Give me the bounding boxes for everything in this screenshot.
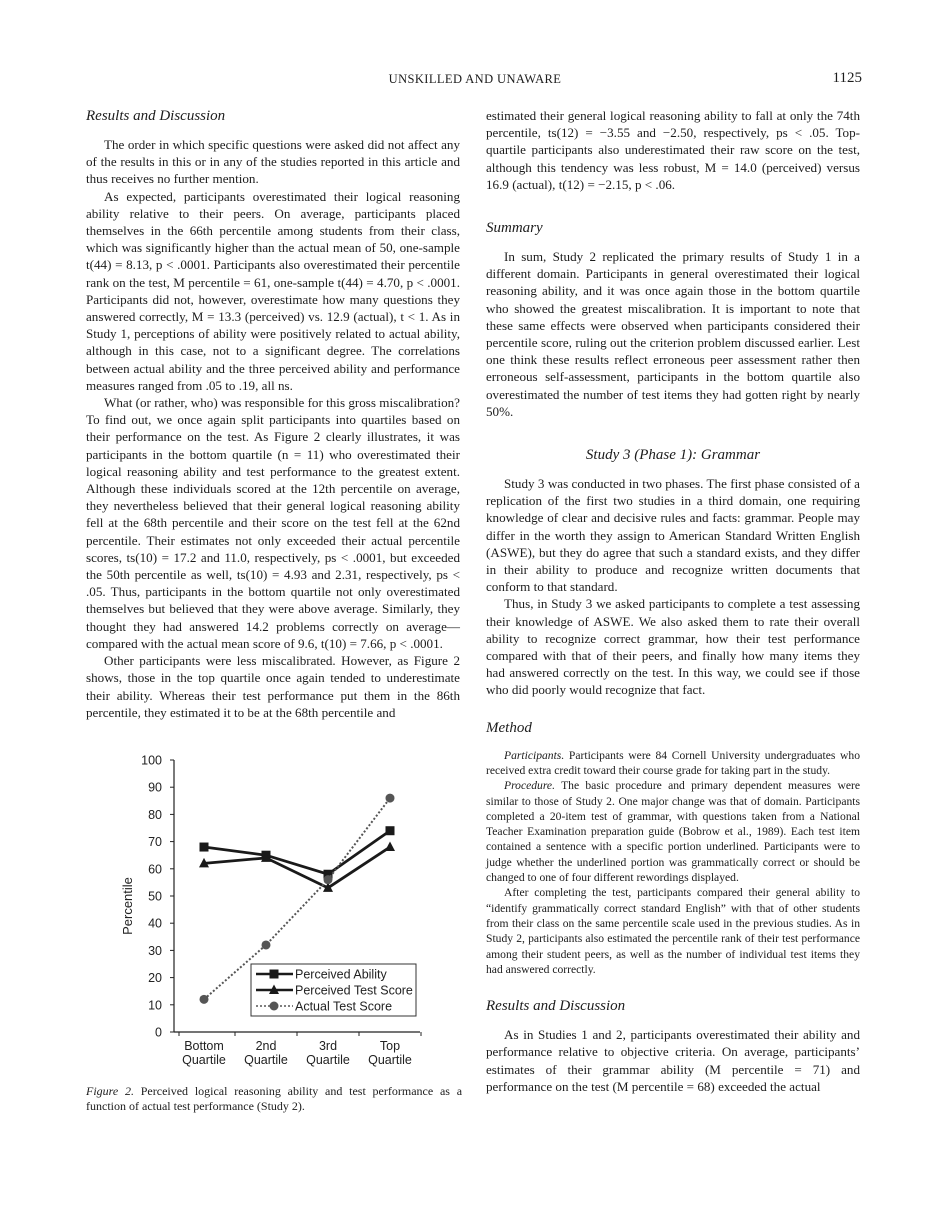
data-point [324, 875, 333, 884]
caption-text: Perceived logical reasoning ability and test performance as a function of actual test performance (Study 2). [86, 1084, 463, 1113]
section-heading-study3: Study 3 (Phase 1): Grammar [585, 447, 761, 464]
paragraph: What (or rather, who) was responsible for this gross miscalibration? To find out, we once again split participants into quartiles based on their performance on the test. As Figure 2 clearly illustrates, it was participants in the bottom quartile (n = 11) who overestimated their logical reasoning ability and test performance to the greatest extent. Although these individuals scored at the 12th percentile on average, they nevertheless believed that their general logical reasoning ability fell at the 68th percentile and their score on the test fell at the 62nd percentile. Their estimates not only exceeded their actual percentile scores, ts(10) = 17.2 and 11.0, respectively, ps < .0001, but exceeded the 50th percentile as well, ts(10) = 4.93 and 2.31, respectively, ps < .05. Thus, participants in the bottom quartile not only overestimated themselves but believed that they were above average. Similarly, they thought they had answered 14.2 problems correctly on average—compared with the actual mean score of 9.6, t(10) = 7.66, p < .0001. [86, 395, 460, 651]
paragraph-participants [486, 748, 860, 779]
section-heading-method: Method [486, 719, 532, 736]
legend-label: Actual Test Score [295, 999, 393, 1014]
x-tick-label: Quartile [306, 1053, 350, 1067]
paragraph: In sum, Study 2 replicated the primary results of Study 1 in a different domain. Participants in general overestimated their logical reasoning ability, and it was once again those in the bottom quartile who showed the greatest miscalibration. It is important to note that these same effects were observed when participants considered their percentile score, ruling out the criterion problem discussed earlier. Lest one think these results reflect erroneous peer assessment rather then erroneous self-assessment, participants in the bottom quartile also overestimated the number of test items they had gotten right by nearly 50%. [486, 249, 860, 419]
y-tick-label: 50 [148, 889, 162, 904]
y-tick-label: 30 [148, 943, 162, 958]
y-tick-label: 0 [155, 1025, 162, 1040]
participants-label: Participants. [504, 748, 565, 762]
x-tick-label: Quartile [368, 1053, 412, 1067]
x-tick-label: Quartile [182, 1053, 226, 1067]
paragraph: Study 3 was conducted in two phases. The first phase consisted of a replication of the first two studies in a third domain, one requiring knowledge of clear and decisive rules and facts: grammar. People may differ in the worth they assign to American Standard Written English (ASWE), but they do agree that such a standard exists, and they differ in their ability to produce and recognize written documents that conform to that standard. [486, 476, 860, 595]
y-tick-label: 90 [148, 780, 162, 795]
y-tick-label: 80 [148, 807, 162, 822]
legend-marker [270, 1002, 279, 1011]
paragraph: estimated their general logical reasoning ability to fall at only the 74th percentile, ts(12) = −3.55 and −2.50, respectively, ps < .05. Top-quartile participants also underestimated their raw score on the test, although this tendency was less robust, M = 14.0 (perceived) versus 16.9 (actual), t(12) = −2.15, p < .06. [486, 108, 860, 192]
line-chart [86, 748, 466, 1067]
left-column [86, 107, 460, 721]
y-tick-label: 60 [148, 862, 162, 877]
x-tick-label: 3rd [318, 1039, 338, 1053]
procedure-text: The basic procedure and primary dependent measures were similar to those of Study 2. One major change was that of domain. Participants completed a 20-item test of grammar, with questions taken from a National Teacher Examination preparation guide (Bobrow et al., 1989). Each test item contained a sentence with a specific portion underlined. Participants were to judge whether the underlined portion was grammatically correct or should be changed to one of four different rewordings displayed. [486, 779, 860, 885]
right-column [486, 107, 860, 1095]
data-point [262, 940, 271, 949]
running-title: UNSKILLED AND UNAWARE [388, 72, 562, 86]
legend-label: Perceived Ability [295, 967, 387, 982]
y-tick-label: 40 [148, 916, 162, 931]
series-line-1 [204, 847, 390, 888]
x-tick-label: Top [379, 1039, 401, 1053]
paragraph: As in Studies 1 and 2, participants overestimated their ability and performance relative to objective criteria. On average, participants’ estimates of their grammar ability (M percentile = 71) and performance on the test (M percentile = 68) exceeded the actual [486, 1027, 860, 1094]
paragraph-procedure [486, 778, 860, 885]
procedure-label: Procedure. [504, 779, 555, 793]
legend-label: Perceived Test Score [295, 983, 413, 998]
data-point [200, 995, 209, 1004]
caption-label: Figure 2. [86, 1084, 134, 1098]
figure-caption [86, 1084, 462, 1114]
paragraph: After completing the test, participants compared their general ability to “identify grammatically correct standard English” with that of other students from their class on the same percentile scale used in the previous studies. As in Study 2, participants also estimated the percentile rank of their test performance among their student peers, as well as the number of individual test items they had answered correctly. [486, 886, 860, 976]
paragraph: Thus, in Study 3 we asked participants to complete a test assessing their knowledge of ASWE. We also asked them to rate their overall ability to recognize correct grammar, how their test performance compared with that of their peers, and finally how many items they had answered correctly on the test. In this way, we could see if those who did poorly would recognize that fact. [486, 596, 860, 698]
data-point [386, 826, 395, 835]
y-tick-label: 20 [148, 971, 162, 986]
y-tick-label: 70 [148, 835, 162, 850]
x-tick-label: Bottom [184, 1039, 224, 1053]
data-point [386, 794, 395, 803]
data-point [385, 842, 395, 852]
y-tick-label: 10 [148, 998, 162, 1013]
paragraph: The order in which specific questions were asked did not affect any of the results in this or in any of the studies reported in this article and thus receives no further mention. [86, 137, 460, 187]
page-number: 1125 [832, 70, 862, 86]
figure-2-chart [86, 748, 466, 1067]
data-point [200, 843, 209, 852]
section-heading-results-2: Results and Discussion [486, 998, 626, 1015]
x-tick-label: 2nd [255, 1039, 277, 1053]
section-heading-summary: Summary [486, 220, 543, 237]
y-axis-label: Percentile [120, 877, 135, 935]
participants-text: Participants were 84 Cornell University undergraduates who received extra credit toward their course grade for taking part in the study. [486, 748, 861, 777]
x-tick-label: Quartile [244, 1053, 288, 1067]
legend-marker [270, 970, 279, 979]
y-tick-label: 100 [141, 753, 162, 768]
paragraph: Other participants were less miscalibrated. However, as Figure 2 shows, those in the top quartile once again tended to underestimate their ability. Whereas their test performance put them in the 86th percentile, they estimated it to be at the 68th percentile and [86, 653, 460, 720]
section-heading-results: Results and Discussion [86, 108, 226, 124]
series-line-0 [204, 831, 390, 875]
paragraph: As expected, participants overestimated their logical reasoning ability relative to their peers. On average, participants placed themselves in the 66th percentile among students from their class, which was significantly higher than the actual mean of 50, one-sample t(44) = 8.13, p < .0001. Participants also overestimated their percentile rank on the test, M percentile = 61, one-sample t(44) = 4.70, p < .0001. Participants did not, however, overestimate how many questions they answered correctly, M = 13.3 (perceived) vs. 12.9 (actual), t < 1. As in Study 1, perceptions of ability were positively related to actual ability, although in this case, not to a significant degree. The correlations between actual ability and the three perceived ability and performance measures ranged from .05 to .19, all ns. [86, 188, 460, 393]
